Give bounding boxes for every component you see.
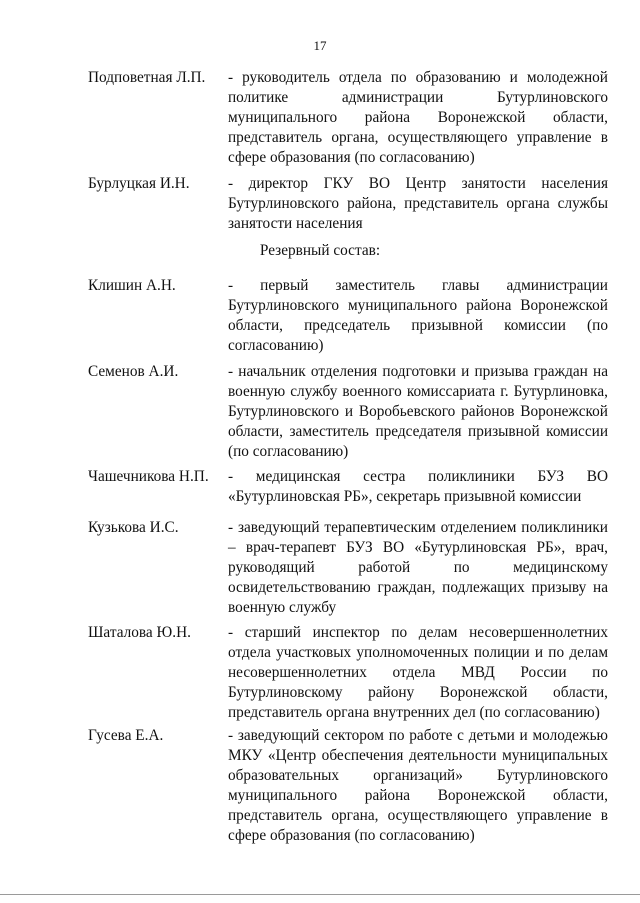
member-description: - начальник отделения подготовки и призыва граждан на военную службу военного комиссариата г. Бутурлиновка, Бутурлиновского и Воробьевского районов Воронежской области, заместитель председателя призывной комиссии (по согласованию) — [228, 363, 608, 460]
page-number: 17 — [313, 38, 327, 53]
reserve-heading: Резервный состав: — [259, 242, 381, 259]
member-description: - медицинская сестра поликлиники БУЗ ВО «Бутурлиновская РБ», секретарь призывной комиссии — [228, 468, 608, 505]
member-description: - заведующий сектором по работе с детьми и молодежью МКУ «Центр обеспечения деятельности муниципальных образовательных организаций» Бутурлиновского муниципального района Воронежской области, представитель органа, осуществляющего управление в сфере образования (по согласованию) — [228, 727, 608, 844]
member-name: Бурлуцкая И.Н. — [88, 175, 190, 192]
page-bottom-edge — [0, 894, 640, 895]
member-name: Клишин А.Н. — [88, 277, 176, 294]
member-name: Чашечникова Н.П. — [88, 468, 209, 485]
member-description: - заведующий терапевтическим отделением поликлиники – врач-терапевт БУЗ ВО «Бутурлиновская РБ», врач, руководящий работой по медицинскому освидетельствованию граждан, подлежащих призыву на военную службу — [228, 519, 608, 616]
member-name: Гусева Е.А. — [88, 727, 164, 744]
member-name: Шаталова Ю.Н. — [88, 624, 191, 641]
member-name: Подповетная Л.П. — [88, 69, 206, 86]
member-description: - старший инспектор по делам несовершеннолетних отдела участковых уполномоченных полиции и по делам несовершеннолетних отдела МВД России по Бутурлиновскому району Воронежской области, представитель органа внутренних дел (по согласованию) — [228, 624, 608, 721]
member-name: Семенов А.И. — [88, 363, 179, 380]
member-description: - руководитель отдела по образованию и молодежной политике администрации Бутурлиновского муниципального района Воронежской области, представитель органа, осуществляющего управление в сфере образования (по согласованию) — [228, 69, 608, 166]
member-description: - первый заместитель главы администрации Бутурлиновского муниципального района Воронежской области, председатель призывной комиссии (по согласованию) — [228, 277, 608, 354]
member-name: Кузькова И.С. — [88, 519, 179, 536]
member-description: - директор ГКУ ВО Центр занятости населения Бутурлиновского района, представитель органа службы занятости населения — [228, 175, 608, 232]
